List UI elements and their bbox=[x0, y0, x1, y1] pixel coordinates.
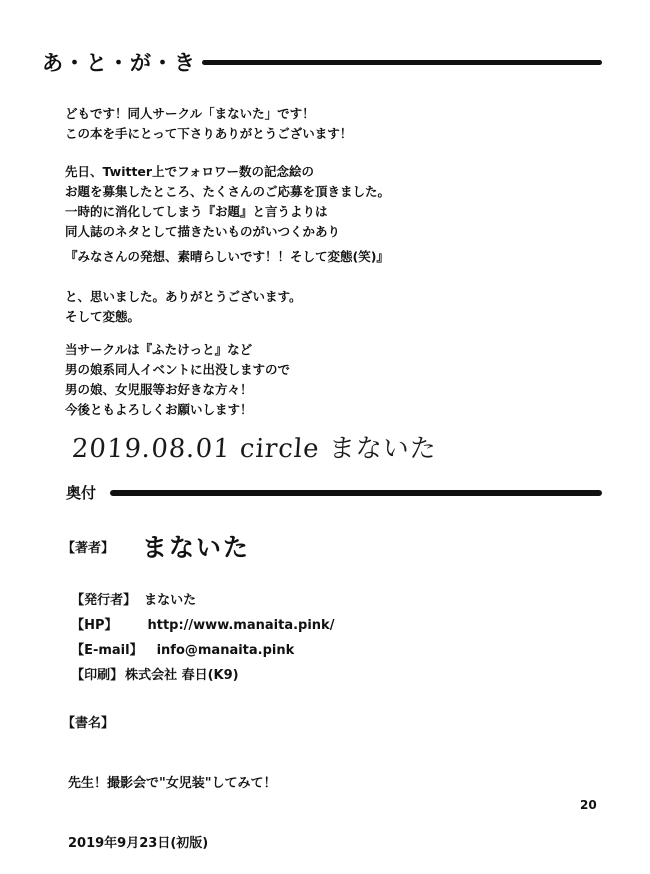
hp-key: 【HP】 bbox=[71, 618, 118, 633]
title-key: 【書名】 bbox=[62, 716, 115, 731]
publisher-value: まないた bbox=[144, 593, 197, 608]
afterword-paragraph-2: 先日、Twitter上でフォロワー数の記念絵の お題を募集したところ、たくさんのご応募を頂きました。 一時的に消化してしまう『お題』と言うよりは 同人誌のネタとして描きたいものがいつくかあり bbox=[65, 164, 391, 239]
afterword-paragraph-4: と、思いました。ありがとうございます。 そして変態。 bbox=[65, 289, 302, 324]
book-title: 先生！撮影会で"女児装"してみて！ bbox=[68, 776, 277, 791]
afterword-paragraph-3: 『みなさんの発想、素晴らしいです！！そして変態(笑)』 bbox=[65, 249, 389, 264]
colophon-heading bbox=[66, 482, 602, 503]
author-row bbox=[62, 528, 250, 564]
afterword-heading bbox=[42, 47, 602, 77]
publication-date: 2019年9月23日(初版) bbox=[68, 836, 209, 851]
author-value: まないた bbox=[142, 533, 251, 562]
handwritten-signature: 2019.08.01 circle まないた bbox=[70, 434, 438, 464]
author-key: 【著者】 bbox=[62, 540, 115, 556]
colophon-title: 奥付 bbox=[66, 484, 97, 502]
email-key: 【E-mail】 bbox=[71, 643, 143, 658]
print-key: 【印刷】 bbox=[71, 668, 124, 683]
afterword-paragraph-5: 当サークルは『ふたけっと』など 男の娘系同人イベントに出没しますので 男の娘、女児服等お好きな方々！ 今後ともよろしくお願いします！ bbox=[65, 342, 291, 417]
print-value: 株式会社 春日(K9) bbox=[125, 668, 239, 683]
colophon-rule bbox=[110, 490, 602, 496]
page-number: 20 bbox=[580, 798, 597, 812]
hp-link[interactable]: http://www.manaita.pink/ bbox=[147, 618, 335, 633]
email-link[interactable]: info@manaita.pink bbox=[156, 643, 295, 658]
afterword-paragraph-1: どもです！同人サークル「まないた」です！ この本を手にとって下さりありがとうございます！ bbox=[65, 106, 353, 141]
afterword-rule bbox=[202, 60, 602, 65]
title-block bbox=[62, 674, 277, 874]
afterword-title: あ・と・が・き bbox=[42, 51, 196, 75]
publisher-key: 【発行者】 bbox=[71, 593, 137, 608]
